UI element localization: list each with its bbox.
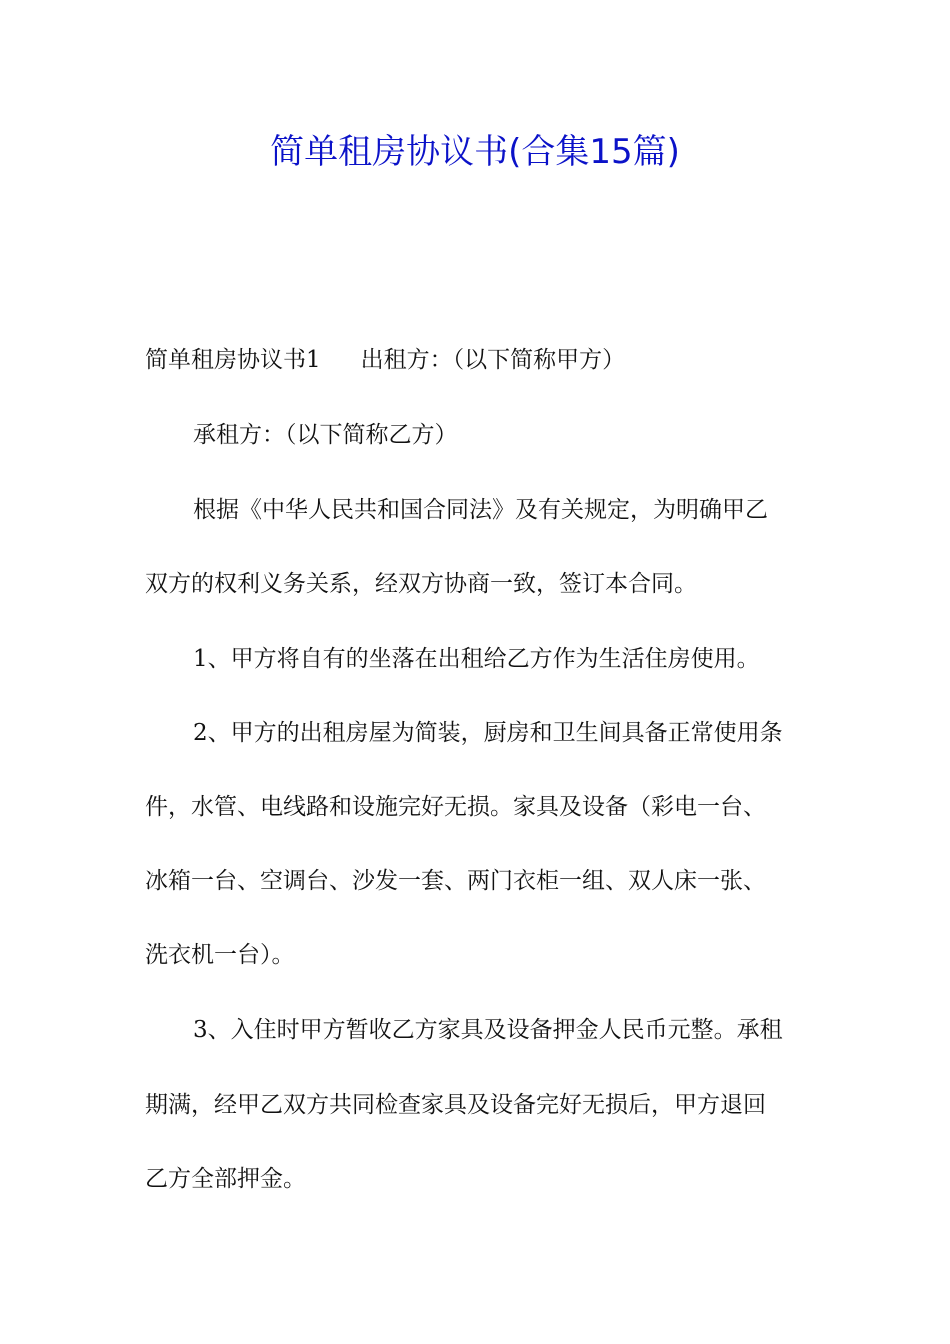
- section-heading: 简单租房协议书1: [145, 347, 321, 373]
- paragraph-line: 根据《中华人民共和国合同法》及有关规定，为明确甲乙: [193, 497, 768, 523]
- clause-1-line: 1、甲方将自有的坐落在出租给乙方作为生活住房使用。: [193, 646, 760, 672]
- paragraph-line: 双方的权利义务关系，经双方协商一致，签订本合同。: [145, 571, 697, 597]
- lessee-line: 承租方：（以下简称乙方）: [193, 422, 458, 448]
- paragraph-line: 期满，经甲乙双方共同检查家具及设备完好无损后，甲方退回: [145, 1092, 766, 1118]
- clause-3-line: 3、入住时甲方暂收乙方家具及设备押金人民币元整。承租: [193, 1017, 783, 1043]
- lessor-line: 出租方：（以下简称甲方）: [360, 347, 626, 373]
- paragraph-line: 件，水管、电线路和设施完好无损。家具及设备（彩电一台、: [145, 794, 766, 820]
- paragraph-line: 冰箱一台、空调台、沙发一套、两门衣柜一组、双人床一张、: [145, 868, 766, 894]
- document-title: 简单租房协议书(合集15篇): [270, 132, 680, 172]
- clause-2-line: 2、甲方的出租房屋为简装，厨房和卫生间具备正常使用条: [193, 720, 783, 746]
- section-heading-line: [145, 344, 810, 376]
- paragraph-line: 乙方全部押金。: [145, 1166, 306, 1192]
- paragraph-line: 洗衣机一台）。: [145, 942, 295, 968]
